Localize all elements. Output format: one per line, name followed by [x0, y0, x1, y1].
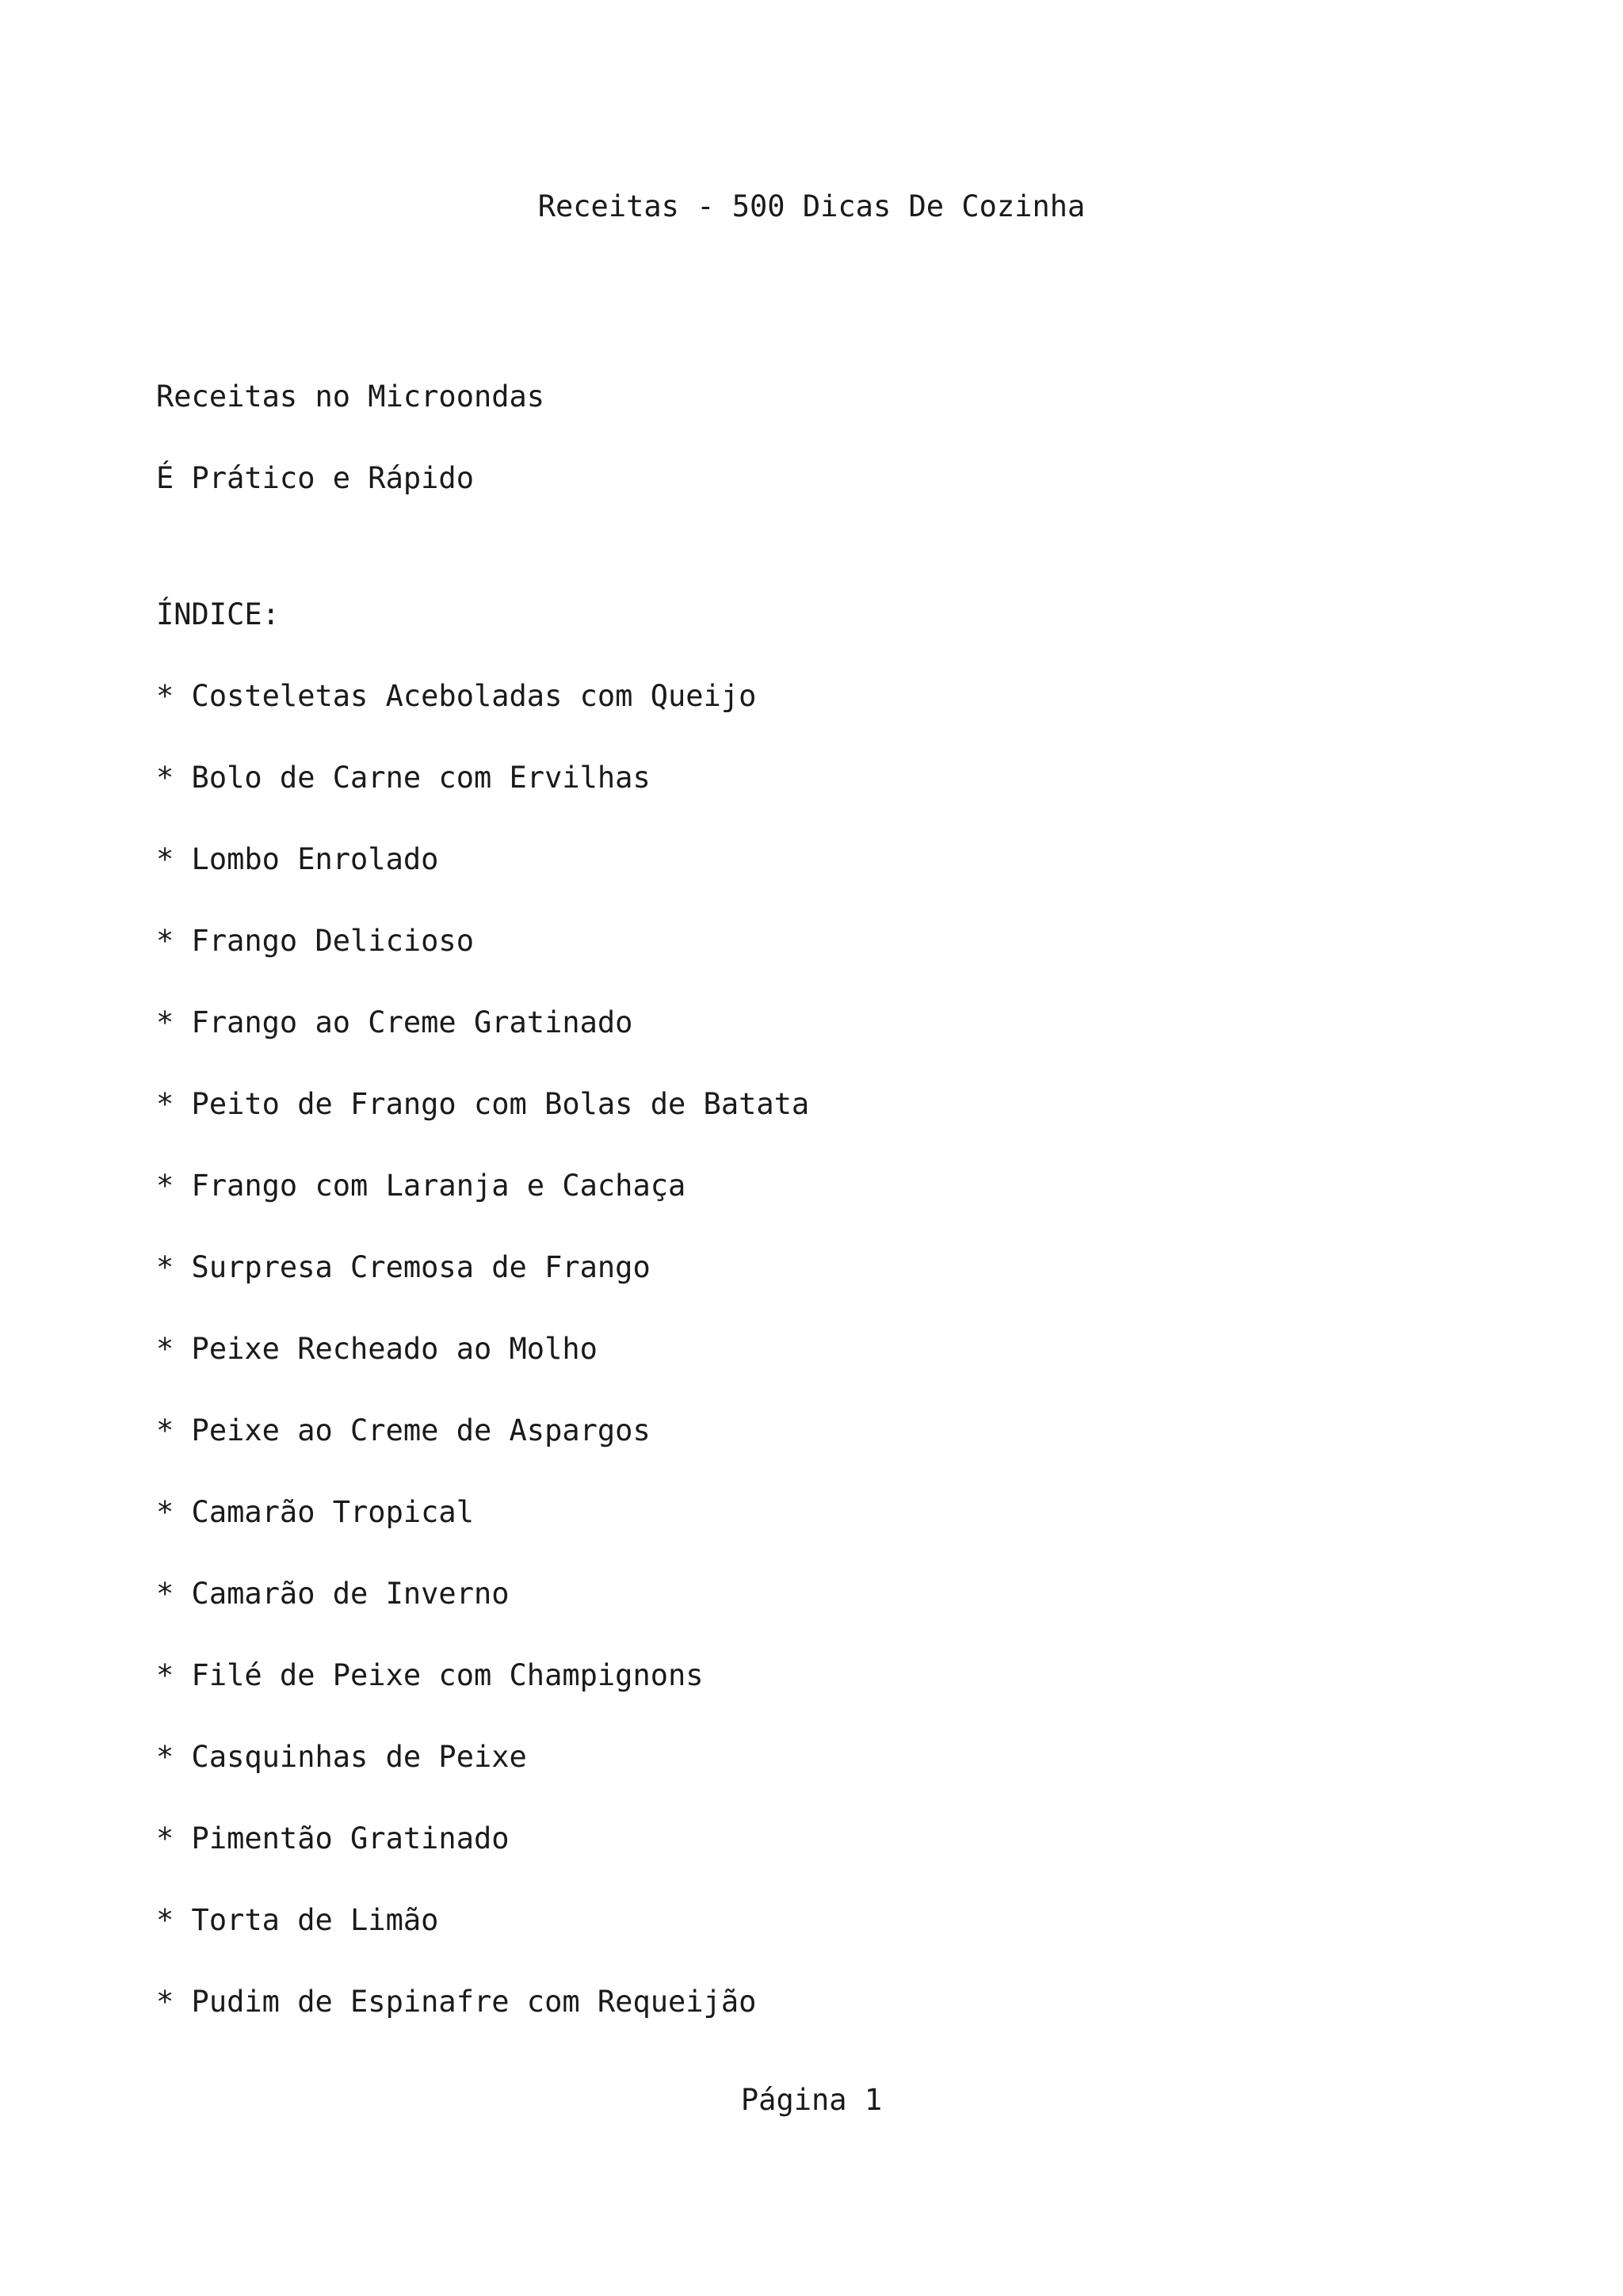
index-item: * Peito de Frango com Bolas de Batata	[156, 1087, 810, 1121]
section-subtitle: É Prático e Rápido	[156, 461, 474, 495]
index-item: * Camarão Tropical	[156, 1495, 474, 1529]
index-item: * Frango Delicioso	[156, 924, 474, 958]
index-item: * Peixe Recheado ao Molho	[156, 1332, 598, 1366]
index-heading: ÍNDICE:	[156, 597, 280, 631]
index-item: * Torta de Limão	[156, 1903, 439, 1937]
document-title: Receitas - 500 Dicas De Cozinha	[537, 189, 1086, 223]
page-number: Página 1	[740, 2083, 883, 2117]
index-item: * Frango ao Creme Gratinado	[156, 1005, 633, 1039]
index-item: * Surpresa Cremosa de Frango	[156, 1250, 651, 1284]
section-title: Receitas no Microondas	[156, 379, 545, 414]
index-item: * Frango com Laranja e Cachaça	[156, 1169, 686, 1203]
index-item: * Lombo Enrolado	[156, 842, 439, 876]
index-item: * Peixe ao Creme de Aspargos	[156, 1413, 651, 1447]
index-item: * Pudim de Espinafre com Requeijão	[156, 1985, 757, 2019]
index-item: * Costeletas Aceboladas com Queijo	[156, 679, 757, 713]
index-item: * Camarão de Inverno	[156, 1577, 510, 1611]
index-item: * Pimentão Gratinado	[156, 1821, 510, 1855]
index-item: * Casquinhas de Peixe	[156, 1740, 527, 1774]
index-item: * Filé de Peixe com Champignons	[156, 1658, 704, 1692]
index-item: * Bolo de Carne com Ervilhas	[156, 761, 651, 795]
